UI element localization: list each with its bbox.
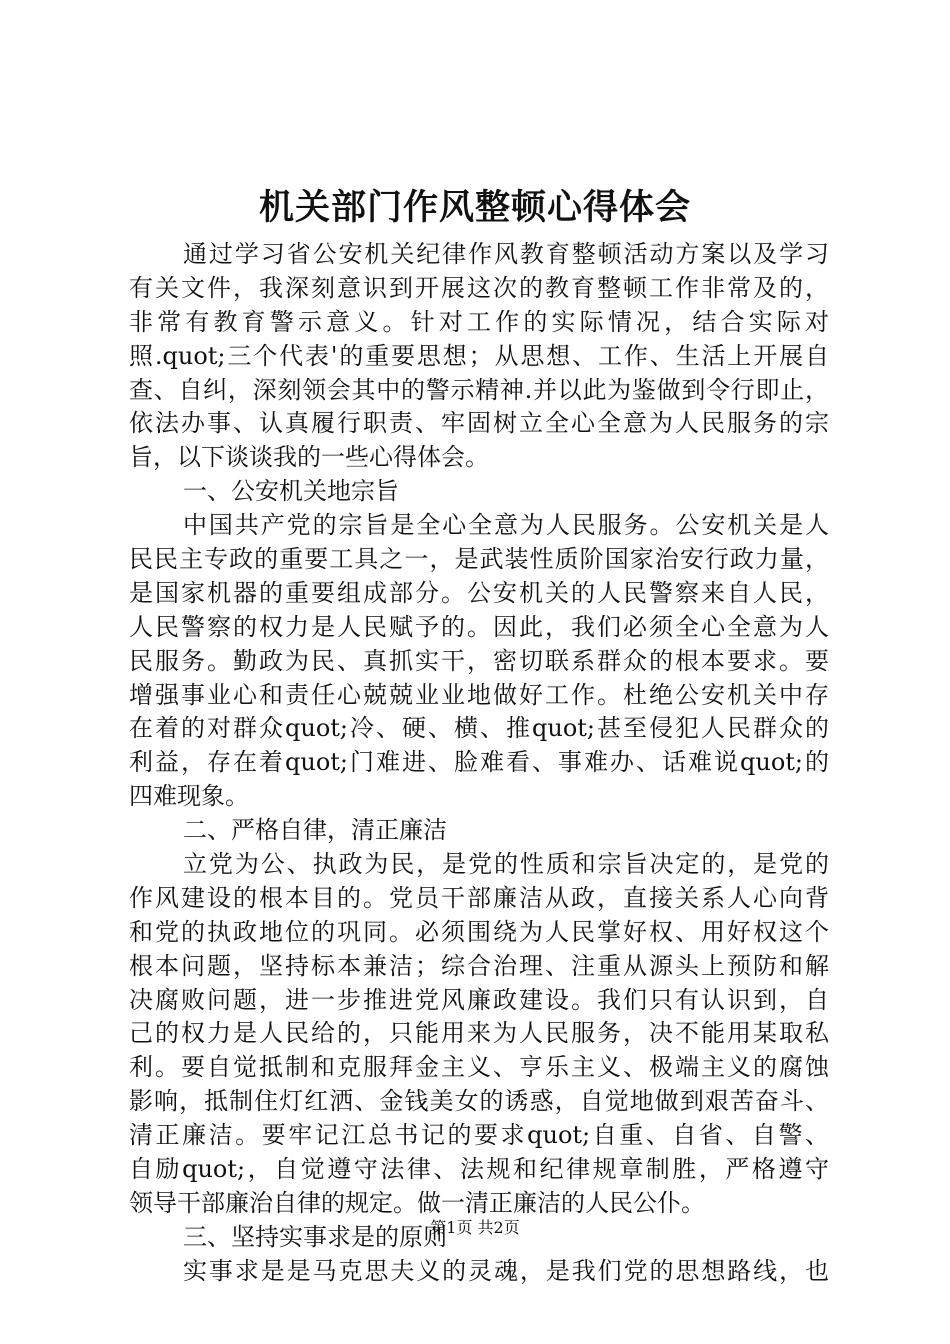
- paragraph-line: 通过学习省公安机关纪律作风教育整顿活动方案以及学习: [183, 240, 829, 268]
- paragraph-line: 有关文件，我深刻意识到开展这次的教育整顿工作非常及的，: [129, 273, 829, 302]
- paragraph-line: 清正廉洁。要牢记江总书记的要求quot;自重、自省、自警、: [129, 1121, 829, 1150]
- paragraph-line: 四难现象。: [129, 782, 249, 811]
- paragraph-line: 非常有教育警示意义。针对工作的实际情况，结合实际对: [129, 307, 829, 336]
- paragraph-line: 和党的执政地位的巩同。必须围绕为人民掌好权、用好权这个: [129, 917, 829, 946]
- paragraph-line: 民服务。勤政为民、真抓实干，密切联系群众的根本要求。要: [129, 646, 829, 675]
- section-heading-1: 一、公安机关地宗旨: [183, 477, 399, 506]
- paragraph-line: 自励quot;，自觉遵守法律、法规和纪律规章制胜，严格遵守: [129, 1155, 829, 1184]
- paragraph-line: 是国家机器的重要组成部分。公安机关的人民警察来自人民，: [129, 578, 829, 607]
- paragraph-line: 依法办事、认真履行职责、牢固树立全心全意为人民服务的宗: [129, 409, 829, 438]
- paragraph-line: 民民主专政的重要工具之一，是武装性质阶国家治安行政力量，: [129, 545, 829, 574]
- document-title: 机关部门作风整顿心得体会: [258, 187, 691, 228]
- paragraph-line: 增强事业心和责任心兢兢业业地做好工作。杜绝公安机关中存: [129, 680, 829, 709]
- paragraph-line: 在着的对群众quot;冷、硬、横、推quot;甚至侵犯人民群众的: [129, 714, 829, 743]
- paragraph-line: 人民警察的权力是人民赋予的。因此，我们必须全心全意为人: [129, 612, 829, 641]
- paragraph-line: 领导干部廉治自律的规定。做一清正廉洁的人民公仆。: [129, 1188, 705, 1217]
- paragraph-line: 根本问题，坚持标本兼洁；综合治理、注重从源头上预防和解: [129, 951, 829, 980]
- paragraph-line: 实事求是是马克思夫义的灵魂，是我们党的思想路线，也: [183, 1256, 829, 1285]
- paragraph-line: 作风建设的根本目的。党员干部廉洁从政，直接关系人心向背: [129, 883, 829, 912]
- section-heading-2: 二、严格自律，清正廉洁: [183, 816, 447, 845]
- paragraph-line: 影响，抵制住灯红洒、金钱美女的诱惑，自觉地做到艰苦奋斗、: [129, 1087, 829, 1116]
- paragraph-line: 照.quot;三个代表'的重要思想；从思想、工作、生活上开展自: [129, 341, 829, 370]
- paragraph-line: 查、自纠，深刻领会其中的警示精神.并以此为鉴做到令行即止，: [129, 375, 829, 404]
- paragraph-line: 立党为公、执政为民，是党的性质和宗旨决定的，是党的: [183, 850, 829, 879]
- document-body: [129, 238, 829, 1289]
- paragraph-line: 利益，存在着quot;门难进、脸难看、事难办、话难说quot;的: [129, 748, 829, 777]
- paragraph-line: 利。要自觉抵制和克服拜金主义、亨乐主义、极端主义的腐蚀: [129, 1053, 829, 1082]
- paragraph-line: 中国共产党的宗旨是全心全意为人民服务。公安机关是人: [183, 511, 829, 540]
- paragraph-line: 己的权力是人民给的，只能用来为人民服务，决不能用某取私: [129, 1019, 829, 1048]
- paragraph-line: 旨，以下谈谈我的一些心得体会。: [129, 443, 489, 472]
- paragraph-line: 决腐败问题，进一步推进党风廉政建设。我们只有认识到，自: [129, 985, 829, 1014]
- section-heading-3: 三、坚持实事求是的原则: [183, 1222, 447, 1251]
- page-footer: 第1页 共2页: [430, 1218, 520, 1237]
